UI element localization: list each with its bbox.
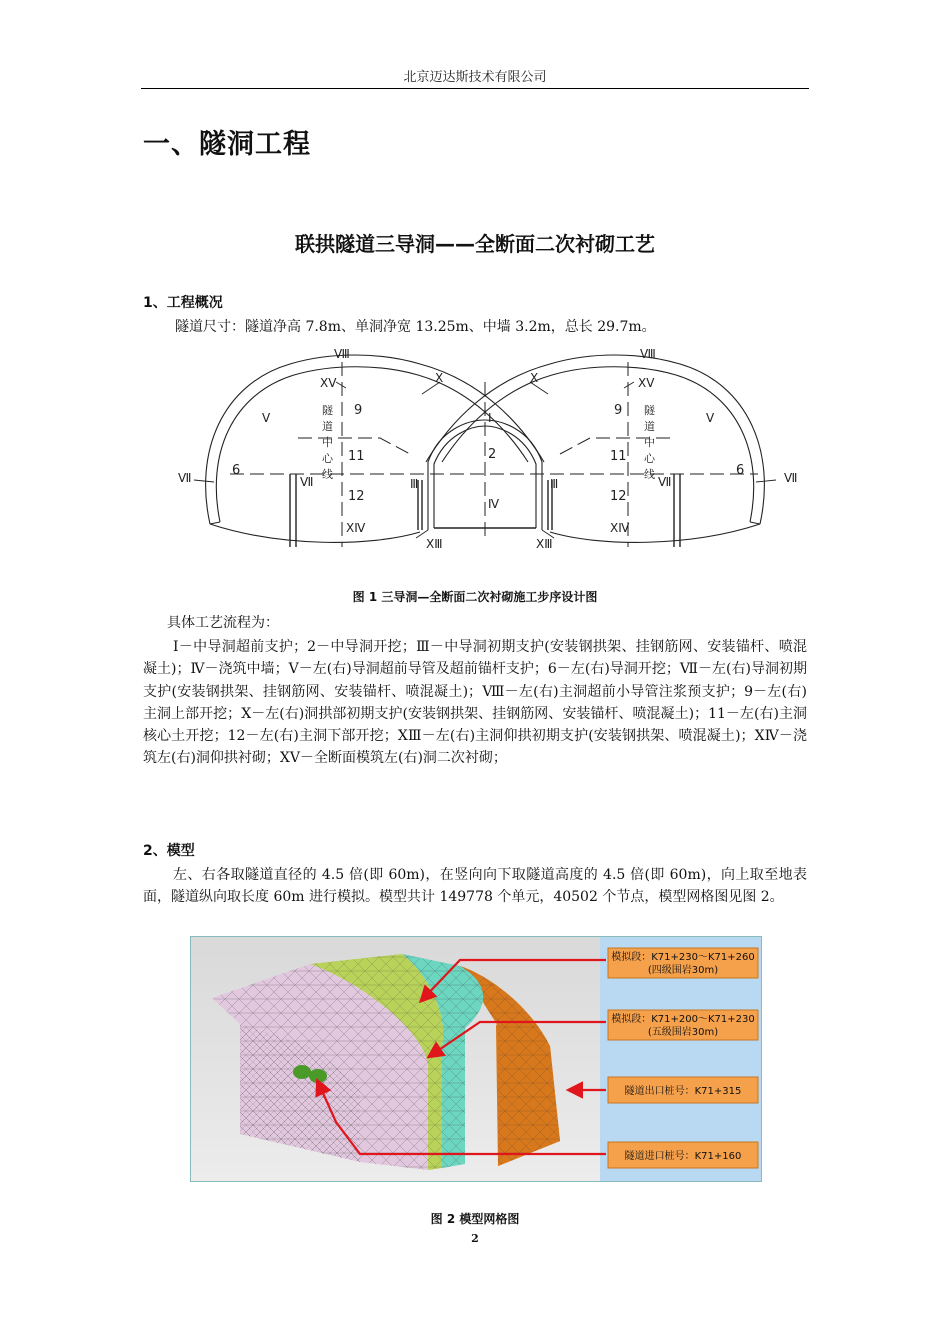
label-v-right: Ⅴ [706, 411, 715, 425]
step-12-right: 12 [610, 489, 627, 504]
document-title: 联拱隧道三导洞——全断面二次衬砌工艺 [295, 232, 655, 256]
label-xiv-right: ⅩⅣ [610, 521, 630, 535]
label-iv: Ⅳ [488, 497, 500, 511]
centerline-char: 中 [322, 436, 333, 449]
centerline-char: 心 [644, 452, 655, 465]
callout-text: (五级围岩30m) [647, 1027, 719, 1038]
figure-2-model-mesh [190, 936, 762, 1182]
model-description: 左、右各取隧道直径的 4.5 倍(即 60m)，在竖向向下取隧道高度的 4.5 倍(即 60m)，向上取至地表面，隧道纵向取长度 60m 进行模拟。模型共计 149778 个单元，40502 个节点，模型网格图见图 2。 [143, 867, 807, 906]
callout-text: 模拟段：K71+230～K71+260 [611, 952, 755, 963]
step-2: 2 [488, 447, 497, 462]
label-v-left: Ⅴ [262, 411, 271, 425]
label-x-right: Ⅹ [530, 371, 539, 385]
callout-text: (四级围岩30m) [647, 965, 719, 976]
tunnel-opening-right [309, 1069, 327, 1083]
heading-1: 一、隧洞工程 [143, 129, 311, 160]
centerline-char: 中 [644, 436, 655, 449]
process-steps: Ⅰ－中导洞超前支护；2－中导洞开挖；Ⅲ－中导洞初期支护(安装钢拱架、挂钢筋网、安装锚杆、喷混凝土)；Ⅳ－浇筑中墙；Ⅴ－左(右)导洞超前导管及超前锚杆支护；6－左(右)导洞开挖；Ⅶ－左(右)导洞初期支护(安装钢拱架、挂钢筋网、安装锚杆、喷混凝土)；Ⅷ－左(右)主洞超前小导管注浆预支护；9－左(右)主洞上部开挖；Ⅹ－左(右)洞拱部初期支护(安装钢拱架、挂钢筋网、安装锚杆、喷混凝土)；11－左(右)主洞核心土开挖；12－左(右)主洞下部开挖；ⅩⅢ－左(右)主洞仰拱初期支护(安装钢拱架、喷混凝土)；ⅩⅣ－浇筑左(右)洞仰拱衬砌；ⅩⅤ－全断面模筑左(右)洞二次衬砌； [143, 639, 807, 767]
centerline-char: 道 [322, 420, 333, 433]
label-xiii-right: ⅩⅢ [536, 537, 553, 551]
section-1-title: 1、工程概况 [143, 295, 223, 311]
label-vii-outer-right: Ⅶ [784, 471, 798, 485]
figure-2-caption: 图 2 模型网格图 [430, 1212, 520, 1226]
centerline-char: 隧 [322, 404, 333, 417]
label-vii-inner-right: Ⅶ [658, 475, 672, 489]
step-9-right: 9 [614, 403, 623, 418]
tunnel-dimensions: 隧道尺寸：隧道净高 7.8m、单洞净宽 13.25m、中墙 3.2m，总长 29.7m。 [175, 319, 656, 335]
callout-text: 模拟段：K71+200～K71+230 [611, 1014, 755, 1025]
figure-1-caption: 图 1 三导洞—全断面二次衬砌施工步序设计图 [352, 590, 598, 604]
centerline-char: 隧 [644, 404, 655, 417]
step-6-right: 6 [736, 463, 745, 478]
label-x-left: Ⅹ [435, 371, 444, 385]
step-6-left: 6 [232, 463, 241, 478]
step-12-left: 12 [348, 489, 365, 504]
process-intro: 具体工艺流程为： [167, 615, 279, 631]
section-2-title: 2、模型 [143, 843, 195, 859]
label-iii-left: Ⅲ [410, 477, 419, 491]
page-number: 2 [471, 1232, 479, 1245]
step-9-left: 9 [354, 403, 363, 418]
label-xiii-left: ⅩⅢ [426, 537, 443, 551]
callout-text: 隧道进口桩号：K71+160 [624, 1151, 742, 1162]
label-vii-outer-left: Ⅶ [178, 471, 192, 485]
page-header: 北京迈达斯技术有限公司 [403, 70, 547, 85]
centerline-char: 线 [322, 468, 333, 481]
tunnel-opening-left [293, 1065, 311, 1079]
centerline-char: 线 [644, 468, 655, 481]
label-xv-left: ⅩⅤ [320, 376, 337, 390]
step-11-left: 11 [348, 449, 365, 464]
label-viii-left: Ⅷ [334, 347, 350, 361]
centerline-char: 心 [322, 452, 333, 465]
label-i: Ⅰ [488, 411, 492, 425]
label-vii-inner-left: Ⅶ [300, 475, 314, 489]
callout-text: 隧道出口桩号：K71+315 [624, 1086, 742, 1097]
label-xv-right: ⅩⅤ [638, 376, 655, 390]
figure-1-section-diagram [170, 342, 800, 554]
label-iii-right: Ⅲ [550, 477, 559, 491]
header-rule [141, 88, 809, 89]
step-11-right: 11 [610, 449, 627, 464]
label-xiv-left: ⅩⅣ [346, 521, 366, 535]
label-viii-right: Ⅷ [640, 347, 656, 361]
centerline-char: 道 [644, 420, 655, 433]
